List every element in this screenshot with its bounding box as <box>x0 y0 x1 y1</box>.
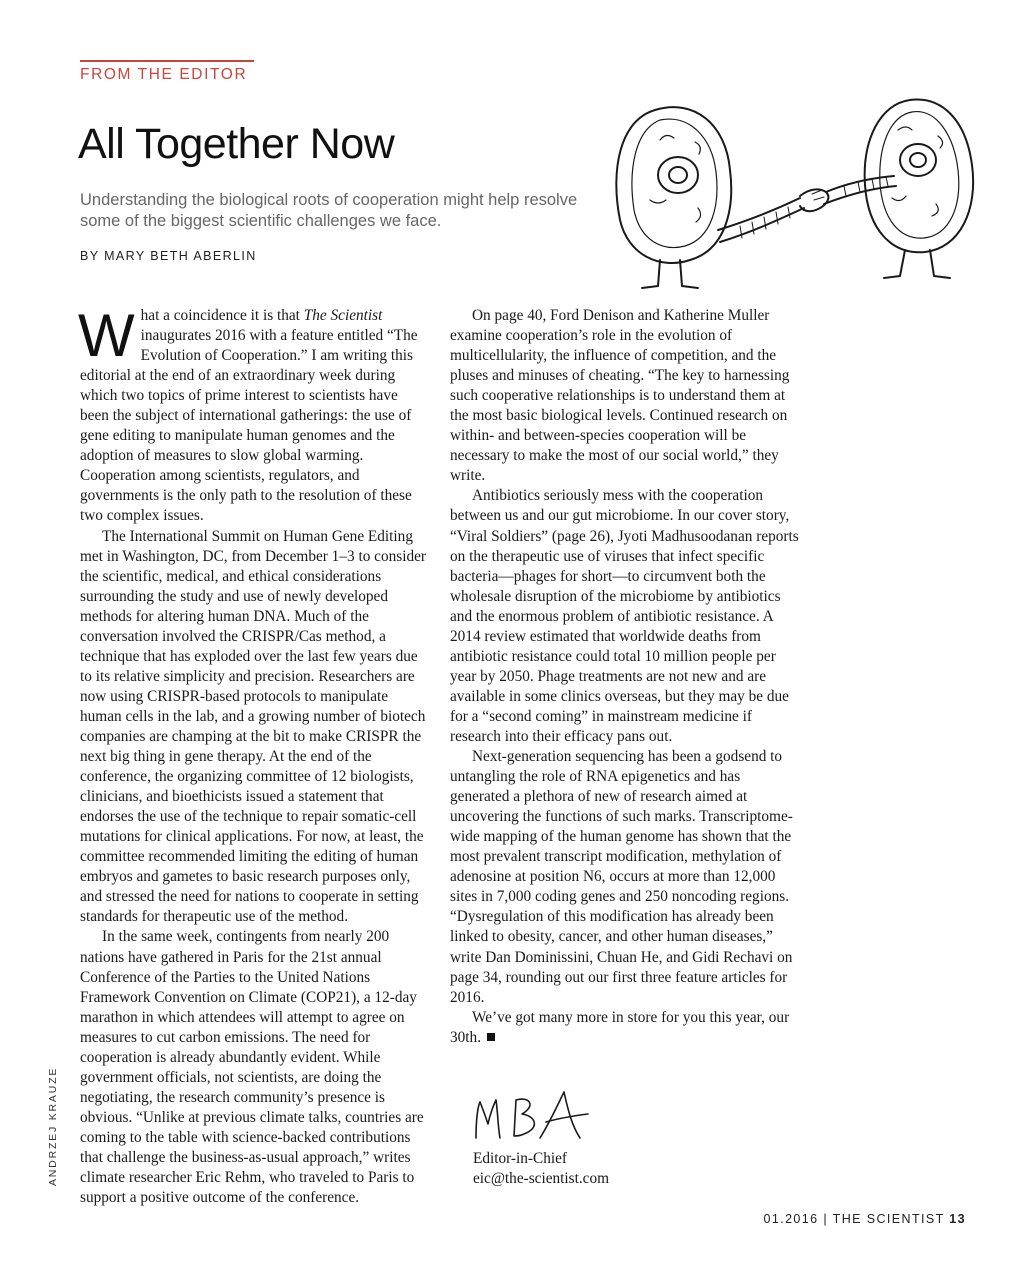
article-paragraph-3: In the same week, contingents from nearly 200 nations have gathered in Paris for the 21st annual Conference of the Parties to the United Nations Framework Convention on Climate (COP21), a 12-day marathon in which attendees will attempt to agree on measures to cut carbon emissions. The need for cooperation is already abundantly evident. While government officials, not scientists, are doing the negotiating, the research community’s presence is obvious. “Unlike at previous climate talks, countries are coming to the table with science-backed contributions that challenge the business-as-usual approach,” writes climate researcher Eric Rehm, who traveled to Paris to support a positive outcome of the conference. <box>80 928 424 1207</box>
end-mark-icon <box>487 1033 495 1041</box>
article-paragraph-7: We’ve got many more in store for you this year, our 30th. <box>450 1008 790 1046</box>
publication-name: THE SCIENTIST <box>832 1212 945 1226</box>
article-paragraph-2: The International Summit on Human Gene Editing met in Washington, DC, from December 1–3 to consider the scientific, medical, and ethical considerations surrounding the study and use of newly developed methods for altering human DNA. Much of the conversation involved the CRISPR/Cas method, a technique that has exploded over the last few years due to its relative simplicity and precision. Researchers are now using CRISPR-based protocols to manipulate human cells in the lab, and a growing number of biotech companies are champing at the bit to make CRISPR the next big thing in gene therapy. At the end of the conference, the organizing committee of 12 biologists, clinicians, and bioethicists issued a statement that endorses the use of the technique to repair somatic-cell mutations for clinical applications. For now, at least, the committee recommended limiting the editing of human embryos and gametes to basic research purposes only, and stressed the need for nations to cooperate in setting standards for therapeutic use of the method. <box>80 527 426 926</box>
article-column-1 <box>78 302 428 1208</box>
signature-email: eic@the-scientist.com <box>473 1170 609 1187</box>
article-column-2 <box>450 306 800 1048</box>
section-kicker: FROM THE EDITOR <box>80 66 248 83</box>
signature-role: Editor-in-Chief <box>473 1150 567 1167</box>
kicker-rule <box>80 60 254 62</box>
page-footer: 01.2016 | THE SCIENTIST 13 <box>763 1212 966 1226</box>
cells-shaking-hands-illustration <box>600 80 1000 300</box>
byline: BY MARY BETH ABERLIN <box>80 249 257 263</box>
page-number: 13 <box>949 1212 966 1226</box>
article-paragraph-4: On page 40, Ford Denison and Katherine Muller examine cooperation’s role in the evolution of multicellularity, the influence of competition, and the pluses and minuses of cheating. “The key to harnessing such cooperative relationships is to understand them at the most basic biological levels. Continued research on within- and between-species cooperation will be necessary to make the most of our social world,” they write. <box>450 307 790 485</box>
issue-date: 01.2016 <box>763 1212 819 1226</box>
article-deck: Understanding the biological roots of cooperation might help resolve some of the biggest scientific challenges we face. <box>80 191 578 230</box>
article-paragraph-1: What a coincidence it is that The Scientist inaugurates 2016 with a feature entitled “The Evolution of Cooperation.” I am writing this editorial at the end of an extraordinary week during which two topics of prime interest to scientists have been the subject of international gatherings: the use of gene editing to manipulate human genomes and the adoption of measures to slow global warming. Cooperation among scientists, regulators, and governments is the only path to the resolution of these two complex issues. <box>78 302 418 525</box>
article-paragraph-6: Next-generation sequencing has been a godsend to untangling the role of RNA epigenetics and has generated a plethora of new of research aimed at uncovering the functions of such marks. Transcriptome-wide mapping of the human genome has shown that the most prevalent transcript modification, methylation of adenosine at position N6, occurs at more than 12,000 sites in 7,000 coding genes and 250 noncoding regions. “Dysregulation of this modification has already been linked to obesity, cancer, and other human diseases,” write Dan Dominissini, Chuan He, and Gidi Rechavi on page 34, rounding out our first three feature articles for 2016. <box>450 748 793 1006</box>
illustration-credit: ANDRZEJ KRAUZE <box>47 1066 59 1186</box>
article-title: All Together Now <box>78 120 395 168</box>
signature-initials-mba <box>470 1088 590 1144</box>
magazine-name: The Scientist <box>303 307 383 324</box>
drop-cap: W <box>78 302 135 369</box>
article-paragraph-5: Antibiotics seriously mess with the cooperation between us and our gut microbiome. In our cover story, “Viral Soldiers” (page 26), Jyoti Madhusoodanan reports on the therapeutic use of viruses that infect specific bacteria—phages for short—to circumvent both the wholesale disruption of the microbiome by antibiotics and the enormous problem of antibiotic resistance. A 2014 review estimated that worldwide deaths from antibiotic resistance could total 10 million people per year by 2050. Phage treatments are not new and are available in some clinics overseas, but they may be due for a “second coming” in mainstream medicine if research into their efficacy pans out. <box>450 487 799 745</box>
